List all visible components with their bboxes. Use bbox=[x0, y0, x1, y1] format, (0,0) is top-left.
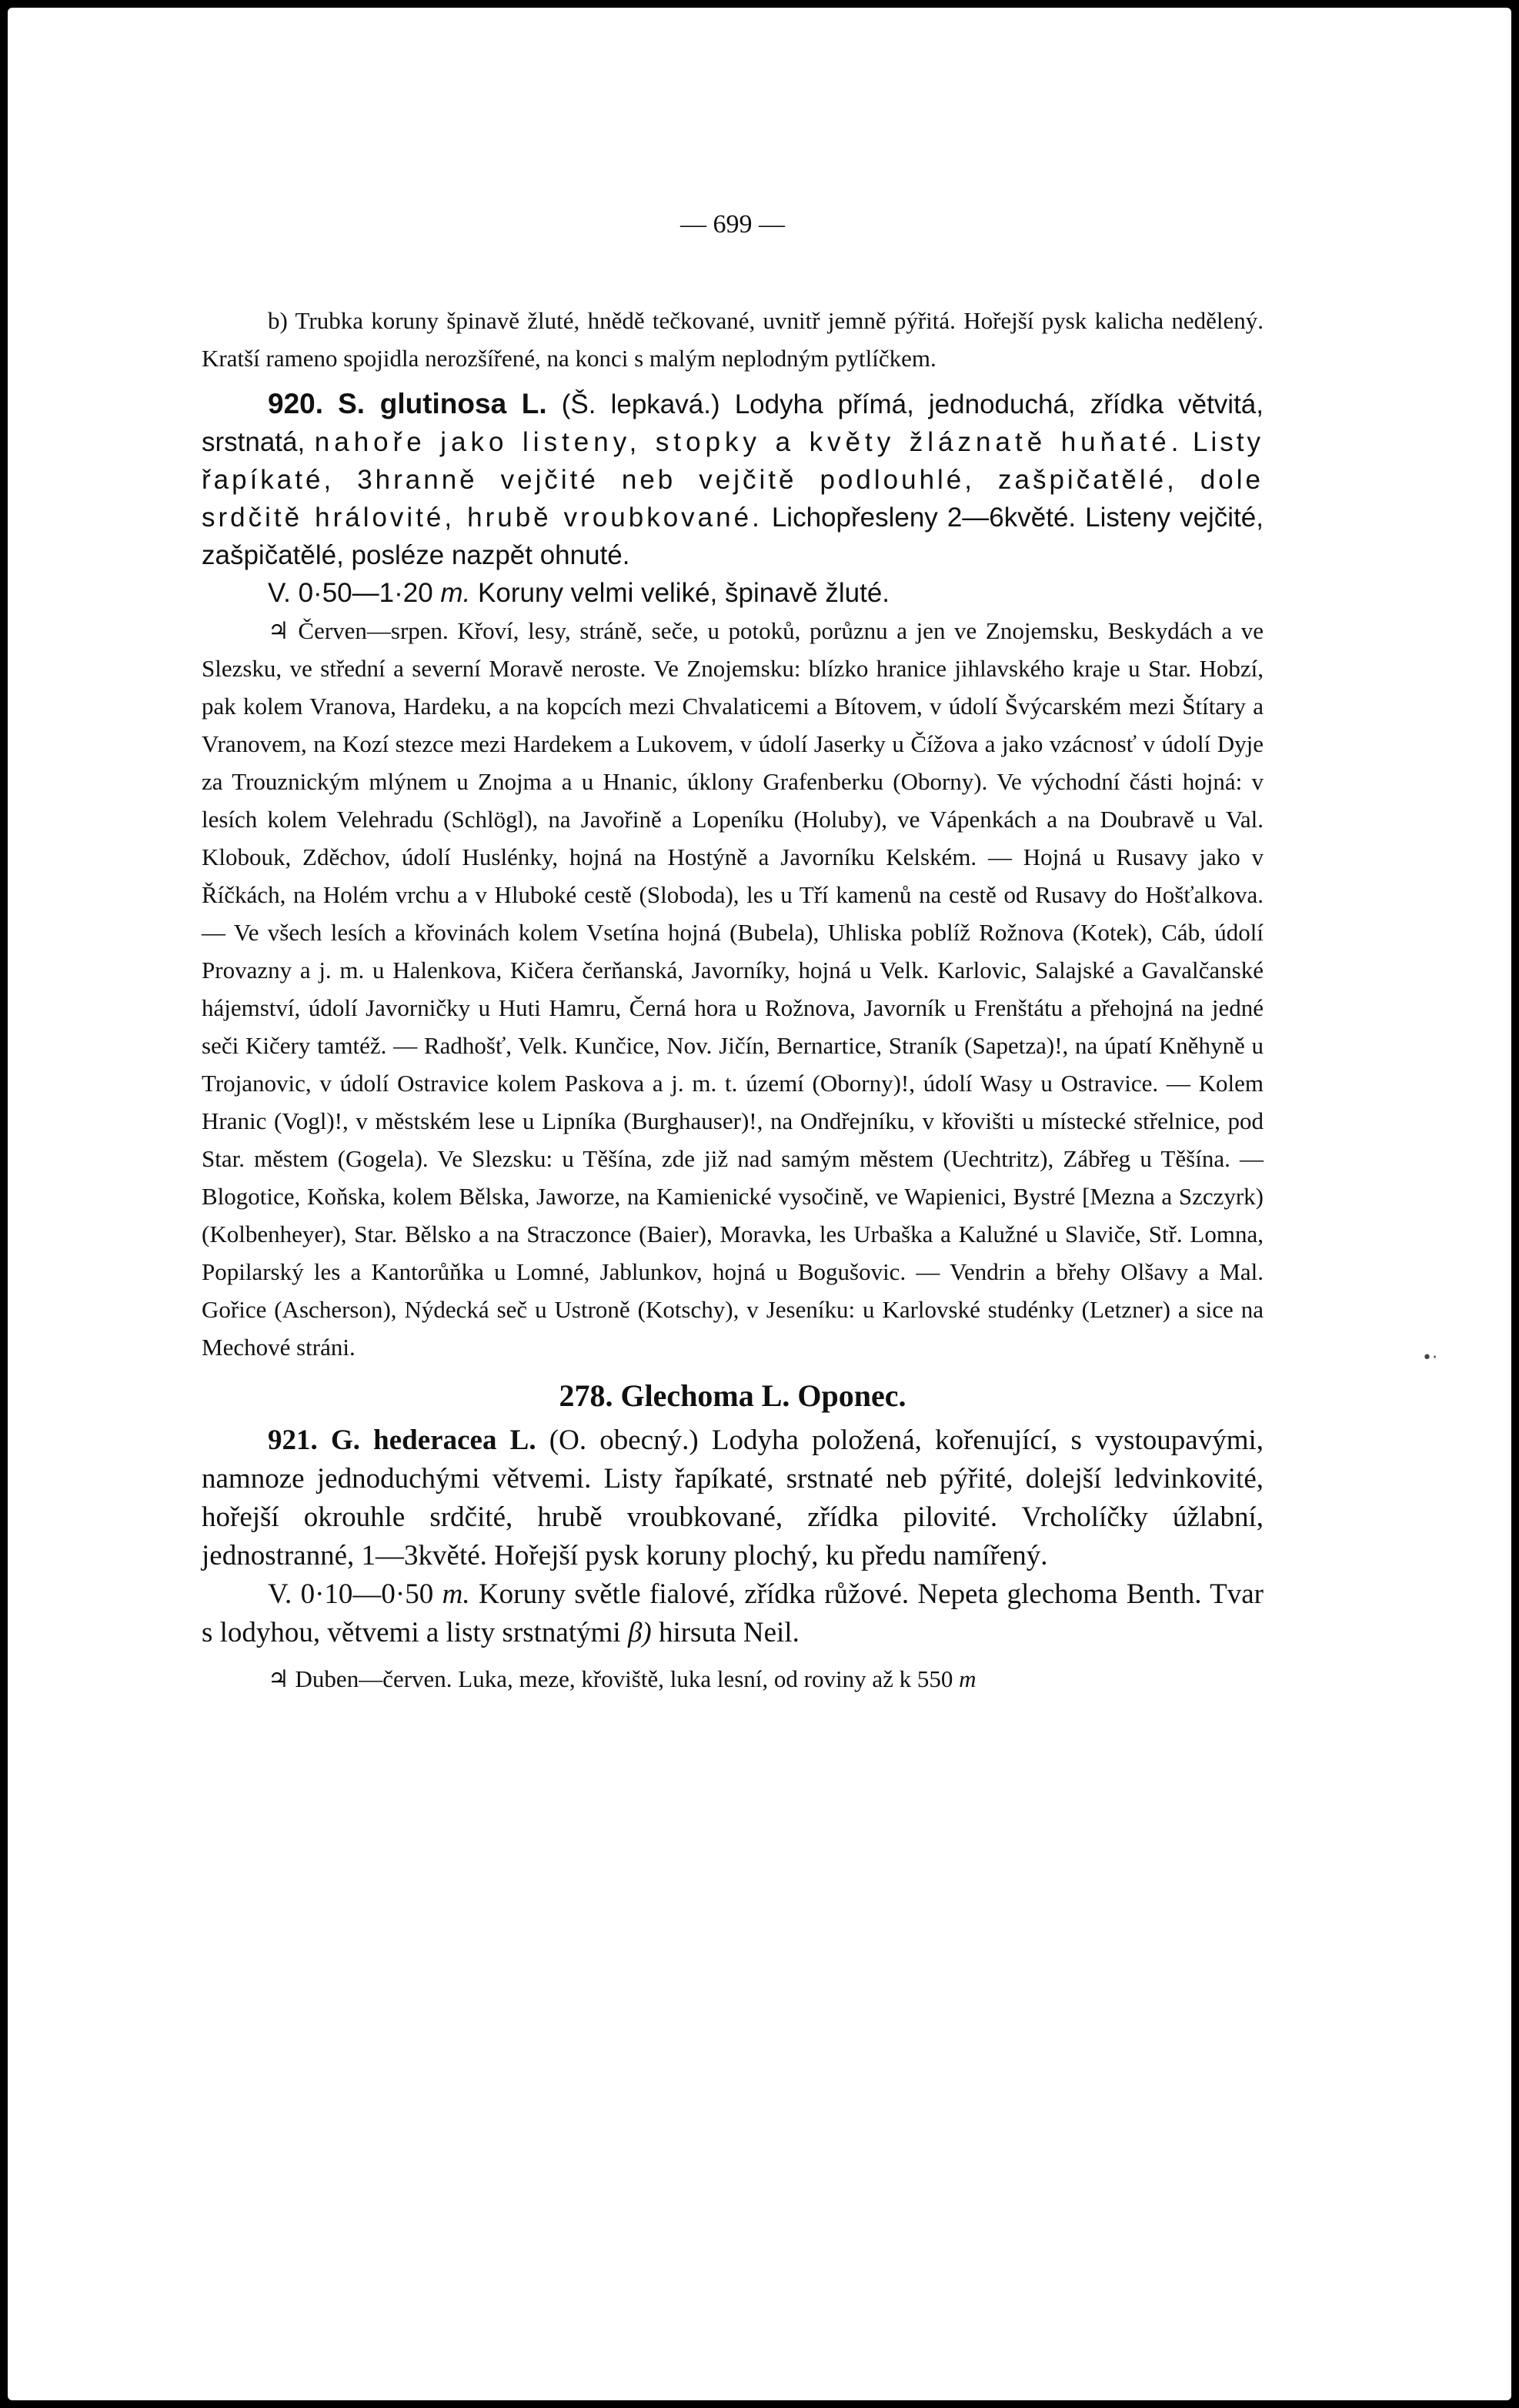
species-921-corolla: Koruny světle fialové, zřídka růžové. Nepeta glechoma Benth. Tvar s lodyhou, větvemi a listy srstnatými bbox=[202, 1578, 1264, 1648]
species-921-distribution-text: ♃ Duben—červen. Luka, meze, křoviště, luka lesní, od roviny až k 550 bbox=[268, 1665, 953, 1692]
genus-heading: 278. Glechoma L. Oponec. bbox=[559, 1378, 906, 1413]
species-920-description bbox=[202, 385, 1264, 574]
species-921-text: (O. obecný.) Lodyha položená, kořenující, s vystoupavými, namnoze jednoduchými větvemi. Listy řapíkaté, srstnaté neb pýřité, dolejší ledvinkovité, hořejší okrouhle srdčité, hrubě vroubkované, zřídka pilovité. Vrcholíčky úžlabní, jednostranné, 1—3květé. Hořejší pysk koruny plochý, ku předu namířený. bbox=[202, 1424, 1264, 1571]
species-921-distribution-unit: m bbox=[959, 1665, 976, 1692]
species-921-distribution bbox=[202, 1660, 1264, 1698]
page-number: — 699 — bbox=[680, 210, 785, 239]
book-page bbox=[8, 8, 1511, 2400]
species-921-name: G. hederacea L. bbox=[330, 1424, 536, 1456]
species-921-unit: m. bbox=[442, 1578, 470, 1610]
species-921-size bbox=[202, 1575, 1264, 1652]
species-920-corolla: Koruny velmi veliké, špinavě žluté. bbox=[478, 578, 890, 608]
species-921-number: 921. bbox=[268, 1424, 318, 1456]
species-921-height: V. 0·10—0·50 bbox=[268, 1578, 434, 1610]
species-920-text-1: Lodyha přímá, jednoduchá, zřídka větvitá, srstnatá, bbox=[202, 389, 1264, 457]
species-920-number: 920. bbox=[268, 388, 324, 419]
species-920-common-name: (Š. lepkavá.) bbox=[561, 389, 720, 419]
species-920-size bbox=[202, 574, 1264, 612]
species-920-text-2-spaced: nahoře jako listeny, stopky a květy žláznatě huňaté. bbox=[314, 427, 1183, 457]
species-920-name: S. glutinosa L. bbox=[338, 388, 547, 419]
species-920-distribution: ♃ Červen—srpen. Křoví, lesy, stráně, seče, u potoků, porůznu a jen ve Znojemsku, Beskydách a ve Slezsku, ve střední a severní Moravě neroste. Ve Znojemsku: blízko hranice jihlavského kraje u Star. Hobzí, pak kolem Vranova, Hardeku, a na kopcích mezi Chvalaticemi a Bítovem, v údolí Švýcarském mezi Štítary a Vranovem, na Kozí stezce mezi Hardekem a Lukovem, v údolí Jaserky u Čížova a jako vzácnosť v údolí Dyje za Trouznickým mlýnem u Znojma a u Hnanic, úklony Grafenberku (Oborny). Ve východní části hojná: v lesích kolem Velehradu (Schlögl), na Javořině a Lopeníku (Holuby), ve Vápenkách a na Doubravě u Val. Klobouk, Zděchov, údolí Huslénky, hojná na Hostýně a Javorníku Kelském. — Hojná u Rusavy jako v Říčkách, na Holém vrchu a v Hluboké cestě (Sloboda), les u Tří kamenů na cestě od Rusavy do Hošťalkova. — Ve všech lesích a křovinách kolem Vsetína hojná (Bubela), Uhliska poblíž Rožnova (Kotek), Cáb, údolí Provazny a j. m. u Halenkova, Kičera čerňanská, Javorníky, hojná u Velk. Karlovic, Salajské a Gavalčanské hájemství, údolí Javorničky u Huti Hamru, Černá hora u Rožnova, Javorník u Frenštátu a přehojná na jedné seči Kičery tamtéž. — Radhošť, Velk. Kunčice, Nov. Jičín, Bernartice, Straník (Sapetza)!, na úpatí Kněhyně u Trojanovic, v údolí Ostravice kolem Paskova a j. m. t. území (Oborny)!, údolí Wasy u Ostravice. — Kolem Hranic (Vogl)!, v městském lese u Lipníka (Burghauser)!, na Ondřejníku, v křovišti u místecké střelnice, pod Star. městem (Gogela). Ve Slezsku: u Těšína, zde již nad samým městem (Uechtritz), Zábřeg u Těšína. — Blogotice, Koňska, kolem Bělska, Jaworze, na Kamienické vysočině, ve Wapienici, Bystré [Mezna a Szczyrk) (Kolbenheyer), Star. Bělsko a na Straczonce (Baier), Moravka, les Urbaška a Kalužné u Slaviče, Stř. Lomna, Popilarský les a Kantorůňka u Lomné, Jablunkov, hojná u Bogušovic. — Vendrin a břehy Olšavy a Mal. Gořice (Ascherson), Nýdecká seč u Ustroně (Kotschy), v Jeseníku: u Karlovské studénky (Letzner) a sice na Mechové stráni. bbox=[202, 617, 1264, 1361]
species-920-unit: m. bbox=[440, 578, 471, 608]
species-920-text-3-spaced: Listy řapíkaté, 3hranně vejčité neb vejčitě podlouhlé, zašpičatělé, dole srdčitě hrálovité, hrubě vroubkované. bbox=[202, 427, 1264, 533]
species-920-height: V. 0·50—1·20 bbox=[268, 578, 433, 608]
species-920-text-4: Lichopřesleny 2—6květé. Listeny vejčité, zašpičatělé, posléze nazpět ohnuté. bbox=[202, 503, 1264, 570]
species-921-description bbox=[202, 1421, 1264, 1575]
page-content bbox=[202, 209, 1264, 1698]
paragraph-variety-b: b) Trubka koruny špinavě žluté, hnědě tečkované, uvnitř jemně pýřitá. Hořejší pysk kalicha nedělený. Kratší rameno spojidla nerozšířené, na konci s malým neplodným pytlíčkem. bbox=[202, 307, 1264, 372]
margin-mark: •· bbox=[1422, 1348, 1437, 1368]
species-921-form-name: hirsuta Neil. bbox=[658, 1617, 800, 1648]
species-921-beta: β) bbox=[627, 1617, 652, 1648]
